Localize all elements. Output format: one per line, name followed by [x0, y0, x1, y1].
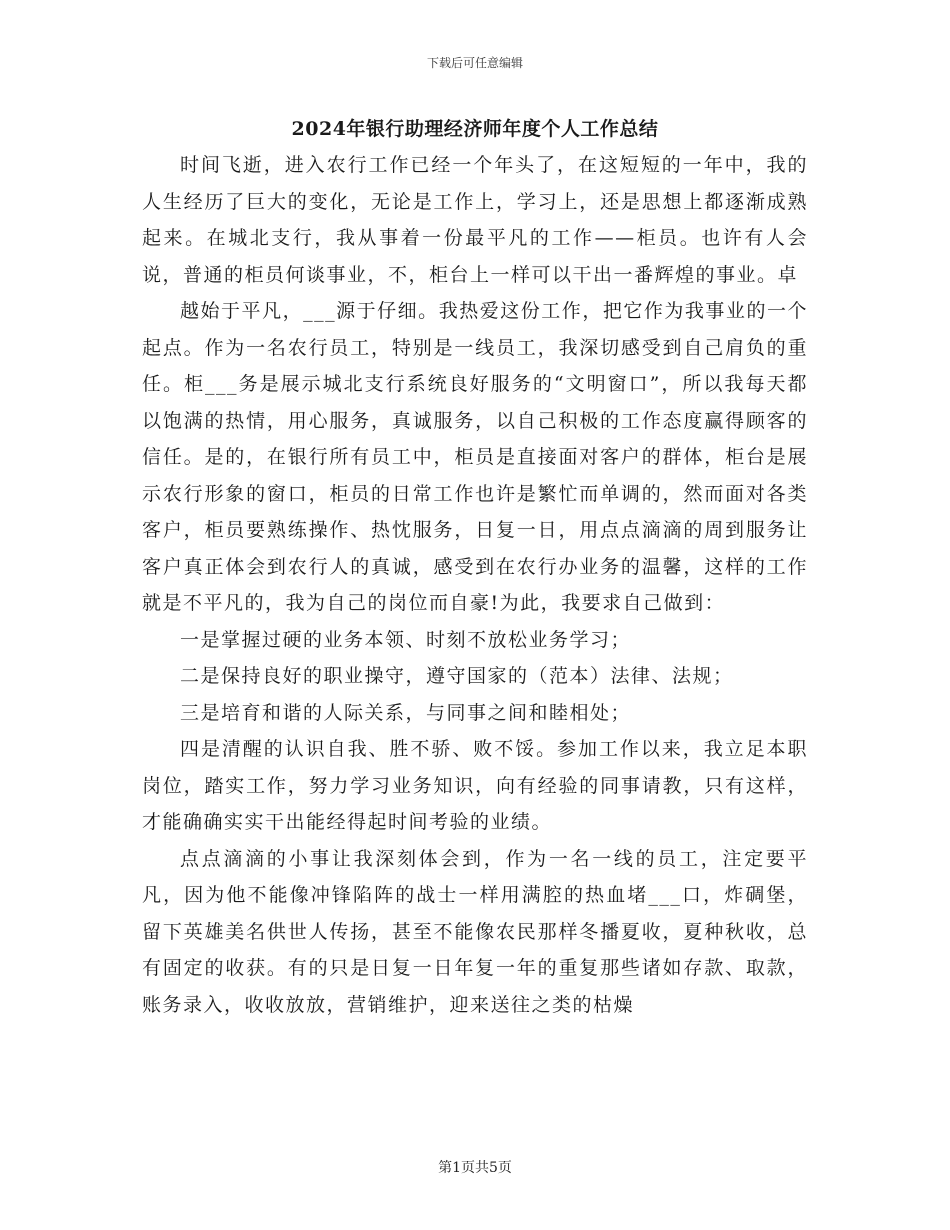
- paragraph: 一是掌握过硬的业务本领、时刻不放松业务学习；: [180, 628, 632, 651]
- header-note: 下载后可任意编辑: [426, 56, 523, 70]
- paragraph: 二是保持良好的职业操守，遵守国家的（范本）法律、法规；: [180, 665, 734, 687]
- paragraph: 越始于平凡，___源于仔细。我热爱这份工作，把它作为我事业的一个起点。作为一名农行员工，特别是一线员工，我深切感受到自己肩负的重任。柜___务是展示城北支行系统良好服务的“文明窗口”，所以我每天都以饱满的热情，用心服务，真诚服务，以自己积极的工作态度赢得顾客的信任。是的，在银行所有员工中，柜员是直接面对客户的群体，柜台是展示农行形象的窗口，柜员的日常工作也许是繁忙而单调的，然而面对各类客户，柜员要熟练操作、热忱服务，日复一日，用点点滴滴的周到服务让客户真正体会到农行人的真诚，感受到在农行办业务的温馨，这样的工作就是不平凡的，我为自己的岗位而自豪!为此，我要求自己做到：: [142, 300, 808, 614]
- document-body: [142, 147, 808, 1023]
- page-footer: 第1页共5页: [438, 1160, 512, 1176]
- paragraph: 四是清醒的认识自我、胜不骄、败不馁。参加工作以来，我立足本职岗位，踏实工作，努力学习业务知识，向有经验的同事请教，只有这样，才能确确实实干出能经得起时间考验的业绩。: [142, 738, 808, 833]
- paragraph: 三是培育和谐的人际关系，与同事之间和睦相处；: [180, 701, 632, 724]
- paragraph: 时间飞逝，进入农行工作已经一个年头了，在这短短的一年中，我的人生经历了巨大的变化，无论是工作上，学习上，还是思想上都逐渐成熟起来。在城北支行，我从事着一份最平凡的工作——柜员。也许有人会说，普通的柜员何谈事业，不，柜台上一样可以干出一番辉煌的事业。卓: [142, 154, 808, 286]
- paragraph: 点点滴滴的小事让我深刻体会到，作为一名一线的员工，注定要平凡，因为他不能像冲锋陷阵的战士一样用满腔的热血堵___口，炸碉堡，留下英雄美名供世人传扬，甚至不能像农民那样冬播夏收，夏种秋收，总有固定的收获。有的只是日复一日年复一年的重复那些诸如存款、取款，账务录入，收收放放，营销维护，迎来送往之类的枯燥: [142, 847, 808, 1016]
- document-title: 2024年银行助理经济师年度个人工作总结: [291, 118, 659, 140]
